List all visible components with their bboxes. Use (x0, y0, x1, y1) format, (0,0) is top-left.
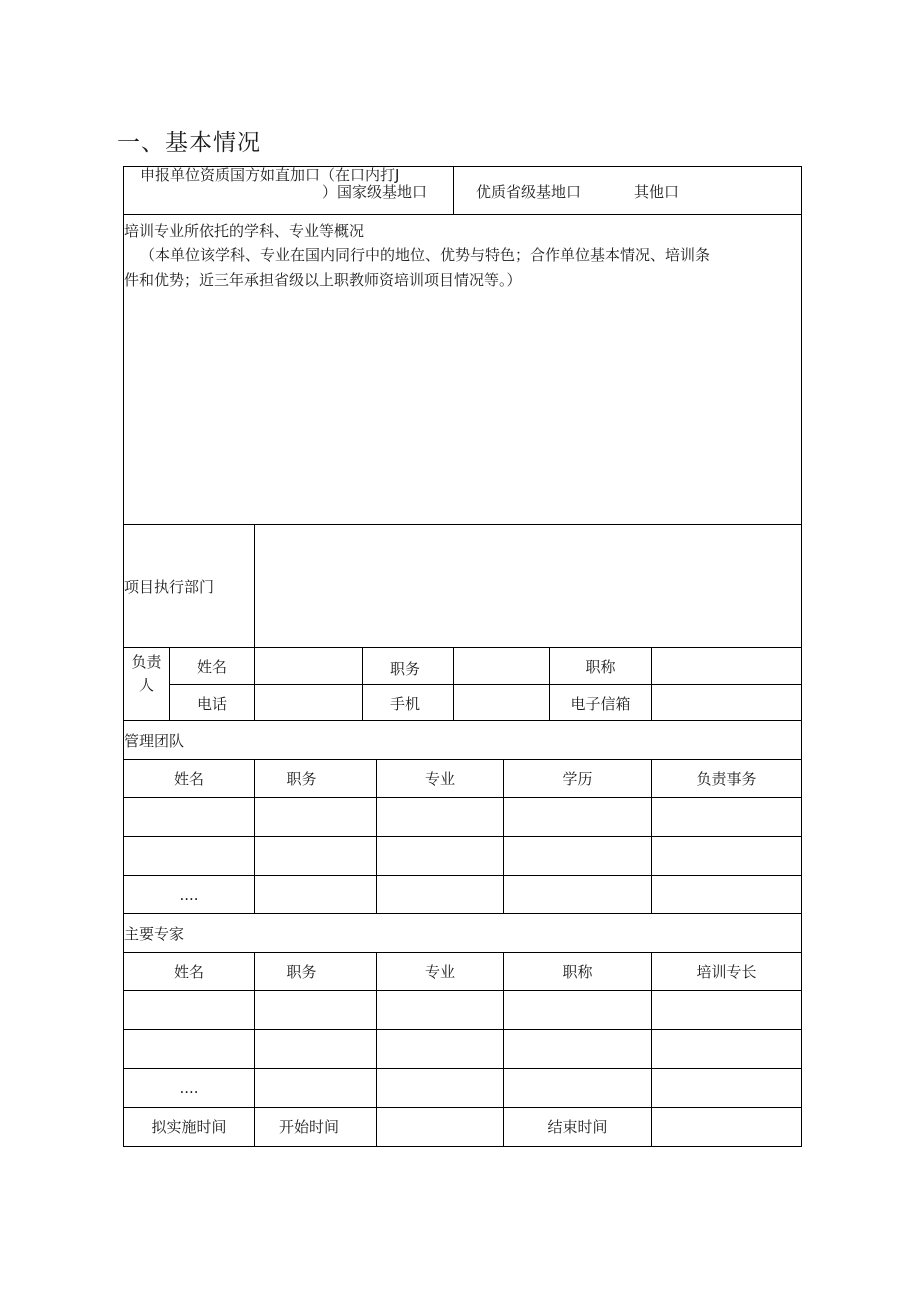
schedule-label: 拟实施时间 (151, 1118, 227, 1136)
leader-name-label: 姓名 (196, 658, 227, 676)
management-team-title: 管理团队 (124, 732, 185, 750)
table-row[interactable] (125, 992, 800, 1028)
experts-col-name: 姓名 (173, 963, 204, 981)
leader-name-field[interactable] (256, 649, 361, 683)
col-divider (651, 647, 652, 720)
leader-position-label: 职务 (390, 660, 421, 678)
management-ellipsis: .... (179, 886, 199, 904)
row-divider (123, 720, 802, 721)
col-divider (254, 647, 255, 720)
col-divider (453, 647, 454, 720)
col-divider (362, 647, 363, 720)
leader-label-line2: 人 (138, 676, 154, 694)
experts-ellipsis: .... (179, 1079, 199, 1097)
table-row[interactable] (125, 838, 800, 874)
experts-col-position: 职务 (286, 963, 317, 981)
department-label: 项目执行部门 (124, 578, 215, 596)
leader-title-label: 职称 (585, 658, 616, 676)
table-border-bottom (123, 1146, 802, 1147)
management-col-education: 学历 (562, 770, 593, 788)
row-divider (123, 647, 802, 648)
row-divider (123, 913, 802, 914)
overview-text-area[interactable] (126, 296, 798, 521)
overview-note-line2: 件和优势；近三年承担省级以上职教师资培训项目情况等。） (124, 271, 522, 289)
table-border-right (801, 166, 802, 1147)
schedule-start-label: 开始时间 (278, 1118, 339, 1136)
schedule-end-label: 结束时间 (547, 1118, 608, 1136)
overview-title: 培训专业所依托的学科、专业等概况 (124, 222, 365, 240)
col-divider (453, 166, 454, 214)
leader-title-field[interactable] (653, 649, 800, 683)
row-divider (123, 1107, 802, 1108)
schedule-end-field[interactable] (653, 1109, 800, 1145)
row-divider (123, 759, 802, 760)
leader-label-line1: 负责 (131, 653, 162, 671)
qualification-option-other[interactable]: 其他口 (634, 183, 680, 201)
leader-mobile-label: 手机 (390, 695, 421, 713)
table-row[interactable] (125, 799, 800, 835)
col-divider (254, 524, 255, 647)
row-divider (123, 524, 802, 525)
department-field[interactable] (256, 526, 800, 646)
row-divider (123, 990, 802, 991)
experts-col-specialty: 培训专长 (696, 963, 757, 981)
page-title: 一、基本情况 (117, 130, 261, 156)
table-row[interactable] (125, 1031, 800, 1067)
leader-mobile-field[interactable] (455, 686, 548, 719)
row-divider (169, 684, 802, 685)
row-divider (123, 836, 802, 837)
row-divider (123, 797, 802, 798)
schedule-start-field[interactable] (378, 1109, 502, 1145)
management-col-position: 职务 (286, 770, 317, 788)
management-col-name: 姓名 (173, 770, 204, 788)
row-divider (123, 952, 802, 953)
leader-phone-label: 电话 (196, 695, 227, 713)
row-divider (123, 1068, 802, 1069)
row-divider (123, 214, 802, 215)
leader-phone-field[interactable] (256, 686, 361, 719)
row-divider (123, 875, 802, 876)
leader-email-label: 电子信箱 (570, 695, 631, 713)
qualification-option-provincial[interactable]: 优质省级基地口 (476, 183, 582, 201)
management-col-duties: 负责事务 (696, 770, 757, 788)
leader-position-field[interactable] (455, 649, 548, 683)
leader-email-field[interactable] (653, 686, 800, 719)
management-col-major: 专业 (424, 770, 455, 788)
experts-title: 主要专家 (124, 925, 185, 943)
qualification-label-line1: 申报单位资质国方如直加口（在口内打J (140, 166, 400, 184)
overview-note-line1: （本单位该学科、专业在国内同行中的地位、优势与特色；合作单位基本情况、培训条 (140, 246, 711, 264)
experts-col-major: 专业 (424, 963, 455, 981)
qualification-option-national[interactable]: ）国家级基地口 (322, 183, 428, 201)
experts-col-title: 职称 (562, 963, 593, 981)
row-divider (123, 1029, 802, 1030)
